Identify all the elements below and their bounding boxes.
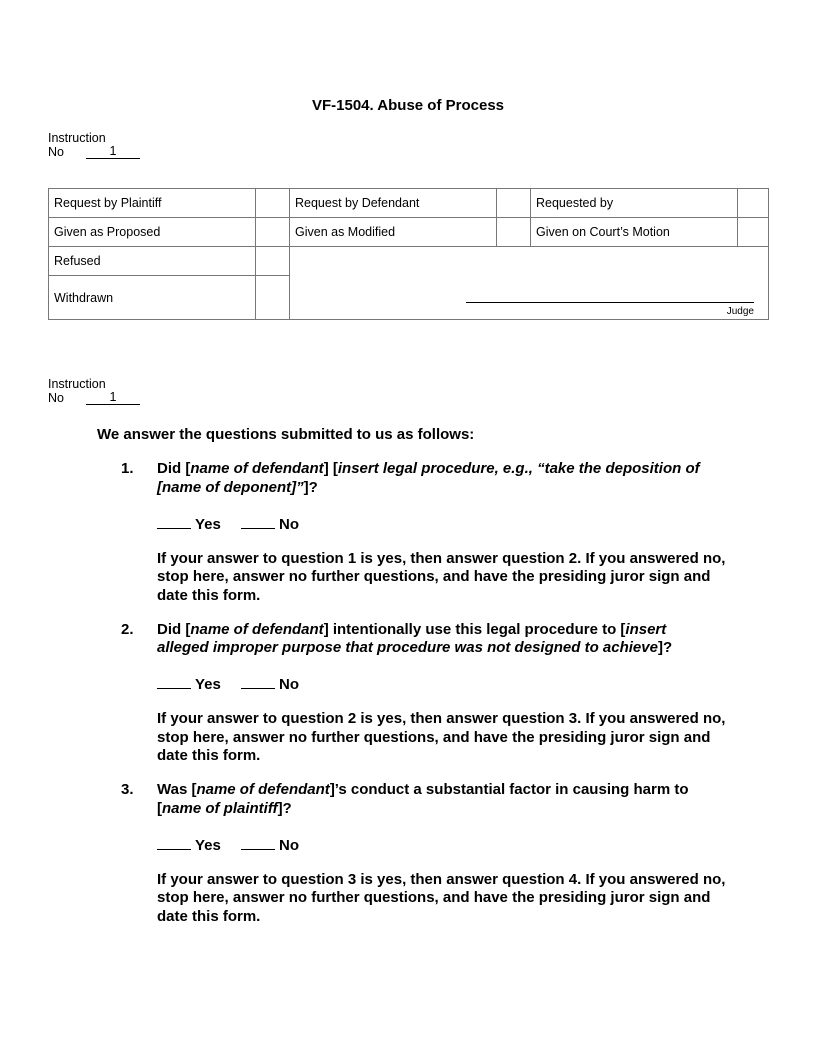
question-text-segment: ]? — [657, 639, 673, 656]
placeholder-text: name of plaintiff — [162, 799, 278, 817]
placeholder-text: name of defendant — [196, 781, 330, 798]
withdrawn-label: Withdrawn — [49, 276, 256, 320]
no-blank[interactable] — [241, 834, 275, 850]
withdrawn-box[interactable] — [256, 276, 290, 320]
question-text-segment: Did [ — [157, 620, 191, 638]
refused-label: Refused — [49, 247, 256, 276]
instruction-number-block — [48, 131, 140, 159]
intro-text: We answer the questions submitted to us as follows: — [97, 426, 475, 443]
question-item — [97, 781, 737, 926]
question-list — [97, 460, 737, 926]
judge-label: Judge — [726, 306, 754, 317]
question-text — [157, 621, 722, 658]
yes-no-answer — [157, 673, 737, 695]
instruction-number-block-2 — [48, 377, 140, 405]
placeholder-text: name of defendant — [190, 460, 324, 477]
question-text-row — [97, 621, 737, 658]
yes-label: Yes — [195, 515, 221, 533]
question-number: 3. — [121, 781, 134, 798]
page-title: VF-1504. Abuse of Process — [311, 97, 505, 114]
requested-by-label: Requested by — [531, 189, 738, 218]
instruction-number[interactable]: 1 — [86, 145, 140, 159]
request-by-defendant-label: Request by Defendant — [290, 189, 497, 218]
question-text-segment: Did [ — [157, 460, 191, 477]
placeholder-text: name of defendant — [190, 620, 324, 638]
question-text — [157, 781, 722, 818]
request-by-plaintiff-label: Request by Plaintiff — [49, 189, 256, 218]
given-on-courts-motion-label: Given on Court’s Motion — [531, 218, 738, 247]
given-as-proposed-label: Given as Proposed — [49, 218, 256, 247]
question-text-segment: ]? — [303, 478, 318, 496]
no-label: No — [279, 515, 300, 533]
question-item — [97, 460, 737, 605]
question-instruction: If your answer to question 2 is yes, then answer question 3. If you answered no, stop here, answer no further questions, and have the presiding juror sign and date this form. — [157, 710, 726, 764]
question-text-segment: ]’s conduct a substantial factor in causing harm to [ — [157, 781, 689, 817]
yes-blank[interactable] — [157, 834, 191, 850]
no-label: No — [279, 836, 300, 854]
yes-blank[interactable] — [157, 673, 191, 689]
given-as-modified-box[interactable] — [497, 218, 531, 247]
verdict-form-body — [97, 426, 737, 942]
yes-no-answer — [157, 513, 737, 535]
no-blank[interactable] — [241, 513, 275, 529]
yes-no-answer — [157, 834, 737, 856]
refused-box[interactable] — [256, 247, 290, 276]
question-instruction: If your answer to question 1 is yes, then answer question 2. If you answered no, stop here, answer no further questions, and have the presiding juror sign and date this form. — [157, 549, 726, 604]
request-by-plaintiff-box[interactable] — [256, 189, 290, 218]
instruction-status-table — [48, 188, 769, 320]
no-blank[interactable] — [241, 673, 275, 689]
question-instruction: If your answer to question 3 is yes, then answer question 4. If you answered no, stop here, answer no further questions, and have the presiding juror sign and date this form. — [157, 870, 726, 925]
question-item — [97, 621, 737, 766]
given-as-proposed-box[interactable] — [256, 218, 290, 247]
question-text-segment: ] [ — [323, 460, 338, 477]
no-label: No — [279, 676, 300, 693]
instruction-label: Instruction — [48, 377, 106, 391]
no-label: No — [48, 391, 64, 405]
given-as-modified-label: Given as Modified — [290, 218, 497, 247]
request-by-defendant-box[interactable] — [497, 189, 531, 218]
question-text-segment: Was [ — [157, 781, 197, 798]
requested-by-box[interactable] — [738, 189, 769, 218]
question-text-segment: ]? — [277, 799, 292, 817]
question-text-row — [97, 781, 737, 818]
no-label: No — [48, 145, 64, 159]
placeholder-text: insert legal procedure, e.g., “take the deposition of [name of deponent]” — [157, 460, 700, 496]
judge-signature-area — [290, 247, 769, 320]
question-text-row — [97, 460, 737, 497]
yes-blank[interactable] — [157, 513, 191, 529]
question-text — [157, 460, 722, 497]
given-on-courts-motion-box[interactable] — [738, 218, 769, 247]
question-text-segment: ] intentionally use this legal procedure to [ — [323, 620, 626, 638]
question-number: 2. — [121, 620, 134, 638]
question-number: 1. — [121, 460, 134, 477]
judge-signature-line[interactable] — [466, 302, 754, 303]
instruction-label: Instruction — [48, 131, 106, 145]
yes-label: Yes — [195, 676, 221, 693]
instruction-number[interactable]: 1 — [86, 391, 140, 405]
yes-label: Yes — [195, 836, 221, 854]
placeholder-text: insert alleged improper purpose that procedure was not designed to achieve — [157, 620, 667, 656]
